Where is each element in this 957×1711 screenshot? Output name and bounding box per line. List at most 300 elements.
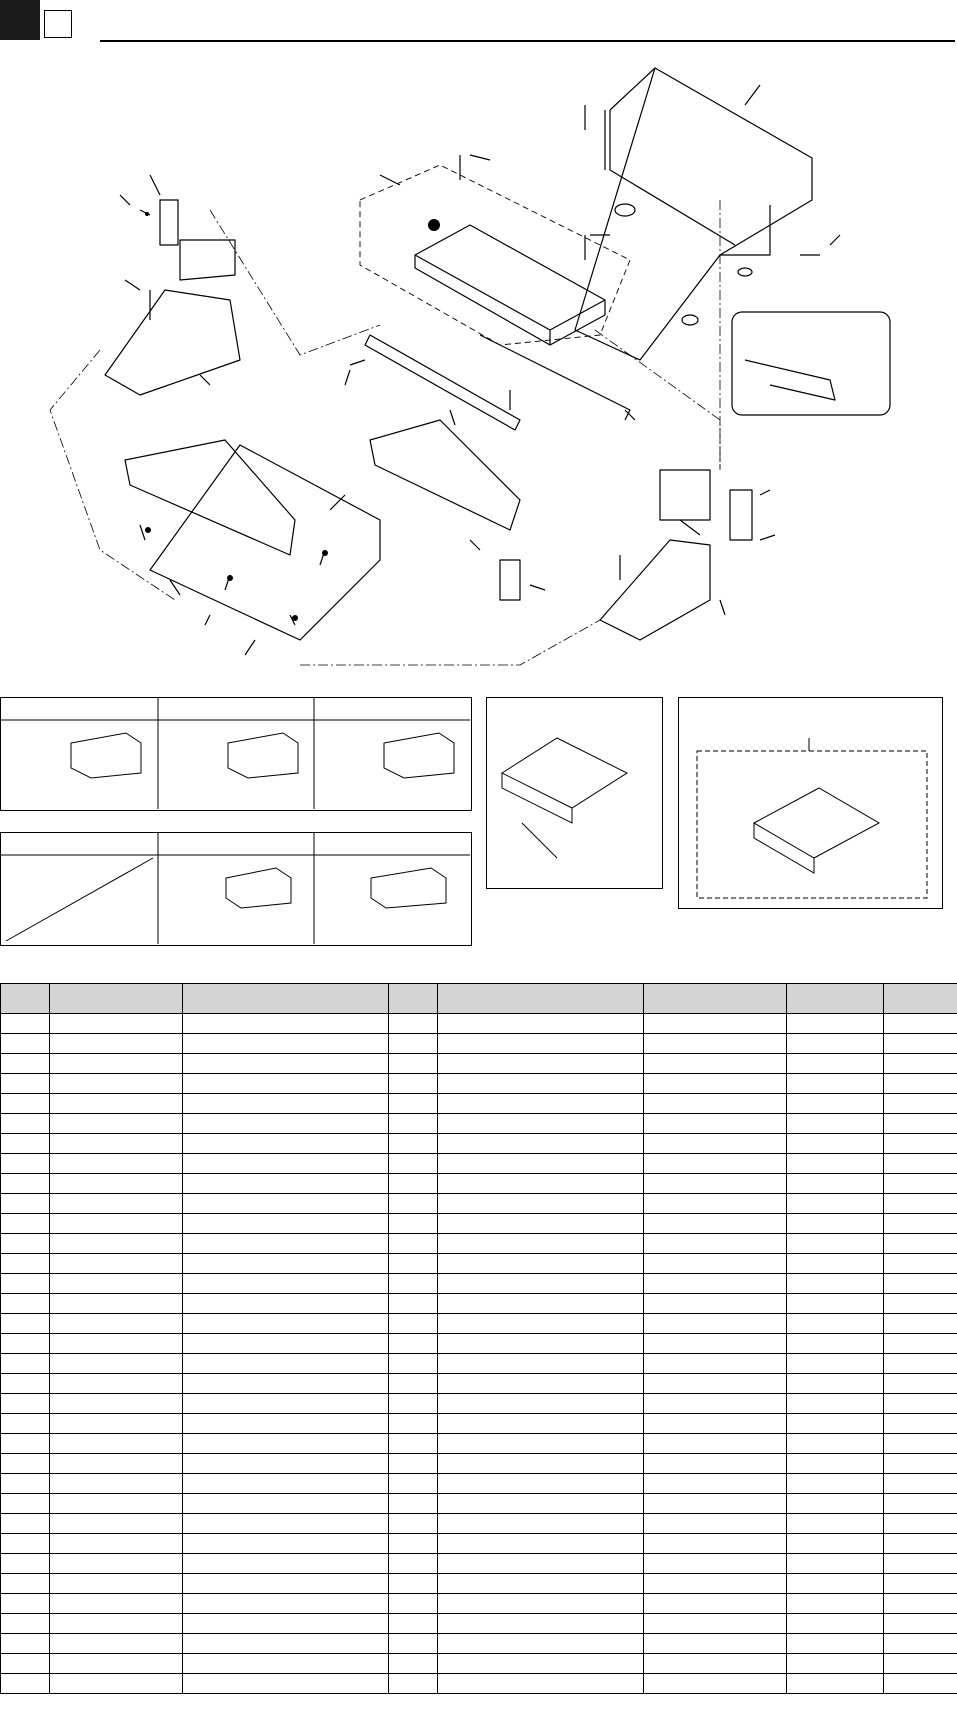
header-cell <box>438 984 644 1014</box>
table-cell <box>1 1214 50 1234</box>
table-cell <box>884 1374 957 1394</box>
table-row <box>1 1094 957 1114</box>
table-cell <box>1 1634 50 1654</box>
table-cell <box>787 1474 884 1494</box>
table-cell <box>50 1374 183 1394</box>
table-cell <box>644 1394 787 1414</box>
table-cell <box>50 1094 183 1114</box>
table-cell <box>50 1254 183 1274</box>
table-cell <box>438 1574 644 1594</box>
table-cell <box>644 1034 787 1054</box>
table-cell <box>183 1354 389 1374</box>
table-cell <box>884 1614 957 1634</box>
table-cell <box>183 1634 389 1654</box>
table-cell <box>884 1354 957 1374</box>
table-cell <box>183 1234 389 1254</box>
table-cell <box>884 1234 957 1254</box>
table-cell <box>884 1034 957 1054</box>
table-cell <box>644 1374 787 1394</box>
table-cell <box>1 1674 50 1694</box>
table-cell <box>1 1194 50 1214</box>
table-cell <box>183 1314 389 1334</box>
table-cell <box>50 1614 183 1634</box>
table-cell <box>1 1414 50 1434</box>
table-cell <box>644 1574 787 1594</box>
table-cell <box>389 1334 438 1354</box>
table-cell <box>644 1194 787 1214</box>
table-cell <box>1 1034 50 1054</box>
table-cell <box>50 1594 183 1614</box>
table-cell <box>787 1454 884 1474</box>
table-cell <box>389 1354 438 1374</box>
table-row <box>1 1054 957 1074</box>
table-cell <box>884 1054 957 1074</box>
table-cell <box>884 1174 957 1194</box>
table-cell <box>644 1074 787 1094</box>
table-cell <box>787 1534 884 1554</box>
table-cell <box>389 1134 438 1154</box>
table-cell <box>183 1434 389 1454</box>
table-cell <box>884 1154 957 1174</box>
table-row <box>1 1374 957 1394</box>
table-row <box>1 1154 957 1174</box>
table-cell <box>1 1574 50 1594</box>
header-cell <box>787 984 884 1014</box>
table-cell <box>183 1474 389 1494</box>
table-cell <box>389 1094 438 1114</box>
table-cell <box>787 1054 884 1074</box>
table-cell <box>50 1274 183 1294</box>
table-cell <box>389 1474 438 1494</box>
header-cell <box>1 984 50 1014</box>
table-cell <box>787 1654 884 1674</box>
parts-table-header-row <box>1 984 957 1014</box>
table-cell <box>50 1514 183 1534</box>
table-cell <box>884 1074 957 1094</box>
table-cell <box>438 1594 644 1614</box>
table-cell <box>183 1334 389 1354</box>
table-cell <box>438 1234 644 1254</box>
exploded-view-diagram <box>0 50 957 675</box>
table-cell <box>787 1314 884 1334</box>
table-cell <box>787 1214 884 1234</box>
table-cell <box>1 1234 50 1254</box>
table-cell <box>1 1594 50 1614</box>
table-cell <box>644 1454 787 1474</box>
table-cell <box>438 1034 644 1054</box>
table-cell <box>183 1174 389 1194</box>
table-cell <box>438 1554 644 1574</box>
table-cell <box>1 1374 50 1394</box>
table-cell <box>787 1094 884 1114</box>
table-cell <box>50 1474 183 1494</box>
table-cell <box>438 1534 644 1554</box>
table-cell <box>787 1034 884 1054</box>
table-cell <box>787 1614 884 1634</box>
table-cell <box>438 1314 644 1334</box>
table-cell <box>50 1154 183 1174</box>
table-row <box>1 1294 957 1314</box>
table-cell <box>50 1294 183 1314</box>
table-cell <box>787 1514 884 1534</box>
table-cell <box>787 1494 884 1514</box>
table-cell <box>50 1354 183 1374</box>
table-cell <box>644 1014 787 1034</box>
table-cell <box>1 1114 50 1134</box>
table-cell <box>1 1654 50 1674</box>
table-cell <box>50 1194 183 1214</box>
table-cell <box>183 1114 389 1134</box>
table-row <box>1 1174 957 1194</box>
table-cell <box>183 1214 389 1234</box>
table-cell <box>389 1454 438 1474</box>
table-cell <box>644 1534 787 1554</box>
table-cell <box>438 1634 644 1654</box>
table-cell <box>644 1254 787 1274</box>
table-cell <box>438 1054 644 1074</box>
table-row <box>1 1234 957 1254</box>
table-cell <box>884 1194 957 1214</box>
table-cell <box>389 1234 438 1254</box>
table-cell <box>884 1094 957 1114</box>
table-cell <box>389 1674 438 1694</box>
table-cell <box>644 1134 787 1154</box>
table-cell <box>50 1134 183 1154</box>
table-cell <box>787 1354 884 1374</box>
table-cell <box>389 1314 438 1334</box>
header-cell <box>884 984 957 1014</box>
table-row <box>1 1614 957 1634</box>
table-cell <box>183 1574 389 1594</box>
table-row <box>1 1134 957 1154</box>
table-row <box>1 1034 957 1054</box>
table-cell <box>438 1654 644 1674</box>
table-cell <box>1 1054 50 1074</box>
table-cell <box>644 1234 787 1254</box>
table-cell <box>787 1154 884 1174</box>
table-cell <box>787 1434 884 1454</box>
table-cell <box>1 1534 50 1554</box>
table-cell <box>50 1434 183 1454</box>
table-cell <box>183 1394 389 1414</box>
table-cell <box>50 1534 183 1554</box>
table-cell <box>438 1194 644 1214</box>
table-cell <box>183 1014 389 1034</box>
header-cell <box>389 984 438 1014</box>
table-row <box>1 1214 957 1234</box>
table-cell <box>644 1114 787 1134</box>
table-cell <box>787 1574 884 1594</box>
table-cell <box>787 1414 884 1434</box>
table-cell <box>1 1354 50 1374</box>
table-cell <box>1 1614 50 1634</box>
table-cell <box>389 1574 438 1594</box>
table-cell <box>50 1654 183 1674</box>
table-cell <box>787 1674 884 1694</box>
table-cell <box>884 1534 957 1554</box>
table-row <box>1 1334 957 1354</box>
table-cell <box>389 1254 438 1274</box>
table-cell <box>50 1234 183 1254</box>
table-cell <box>884 1514 957 1534</box>
table-cell <box>438 1614 644 1634</box>
table-cell <box>389 1614 438 1634</box>
table-cell <box>389 1214 438 1234</box>
table-cell <box>389 1434 438 1454</box>
table-cell <box>183 1154 389 1174</box>
table-cell <box>884 1674 957 1694</box>
detail-panel-right <box>678 697 943 909</box>
table-cell <box>50 1414 183 1434</box>
table-cell <box>787 1594 884 1614</box>
table-cell <box>389 1114 438 1134</box>
table-cell <box>438 1494 644 1514</box>
table-cell <box>1 1014 50 1034</box>
table-cell <box>1 1294 50 1314</box>
table-cell <box>438 1114 644 1134</box>
table-cell <box>183 1074 389 1094</box>
table-row <box>1 1514 957 1534</box>
table-row <box>1 1014 957 1034</box>
table-cell <box>438 1094 644 1114</box>
table-cell <box>787 1554 884 1574</box>
table-row <box>1 1574 957 1594</box>
table-cell <box>389 1074 438 1094</box>
table-cell <box>183 1414 389 1434</box>
table-cell <box>438 1254 644 1274</box>
table-cell <box>438 1354 644 1374</box>
table-row <box>1 1314 957 1334</box>
table-row <box>1 1594 957 1614</box>
table-cell <box>438 1674 644 1694</box>
table-cell <box>1 1314 50 1334</box>
table-cell <box>787 1274 884 1294</box>
table-cell <box>438 1134 644 1154</box>
table-cell <box>644 1214 787 1234</box>
table-cell <box>183 1454 389 1474</box>
table-cell <box>183 1594 389 1614</box>
table-cell <box>50 1674 183 1694</box>
table-cell <box>644 1274 787 1294</box>
table-cell <box>884 1474 957 1494</box>
table-cell <box>884 1634 957 1654</box>
table-cell <box>389 1294 438 1314</box>
table-cell <box>438 1474 644 1494</box>
table-cell <box>183 1614 389 1634</box>
table-cell <box>438 1174 644 1194</box>
table-cell <box>1 1554 50 1574</box>
table-row <box>1 1074 957 1094</box>
table-cell <box>787 1294 884 1314</box>
table-cell <box>183 1094 389 1114</box>
table-cell <box>183 1554 389 1574</box>
table-row <box>1 1254 957 1274</box>
table-row <box>1 1274 957 1294</box>
table-cell <box>183 1674 389 1694</box>
table-cell <box>1 1334 50 1354</box>
table-cell <box>1 1254 50 1274</box>
table-cell <box>389 1374 438 1394</box>
table-cell <box>884 1394 957 1414</box>
table-cell <box>884 1414 957 1434</box>
table-row <box>1 1114 957 1134</box>
table-cell <box>438 1214 644 1234</box>
table-cell <box>884 1334 957 1354</box>
table-cell <box>1 1074 50 1094</box>
header-rule <box>100 40 955 42</box>
header-cell <box>50 984 183 1014</box>
table-cell <box>183 1034 389 1054</box>
table-cell <box>438 1334 644 1354</box>
table-cell <box>183 1494 389 1514</box>
table-cell <box>389 1154 438 1174</box>
table-cell <box>183 1134 389 1154</box>
table-cell <box>787 1334 884 1354</box>
table-row <box>1 1494 957 1514</box>
table-cell <box>438 1374 644 1394</box>
header-cell <box>644 984 787 1014</box>
table-cell <box>389 1554 438 1574</box>
table-cell <box>644 1634 787 1654</box>
table-cell <box>1 1474 50 1494</box>
table-cell <box>884 1134 957 1154</box>
table-cell <box>1 1134 50 1154</box>
table-row <box>1 1354 957 1374</box>
table-cell <box>884 1434 957 1454</box>
table-cell <box>438 1434 644 1454</box>
table-cell <box>438 1274 644 1294</box>
table-cell <box>1 1154 50 1174</box>
table-cell <box>389 1534 438 1554</box>
table-cell <box>644 1514 787 1534</box>
table-cell <box>884 1294 957 1314</box>
table-cell <box>644 1094 787 1114</box>
table-cell <box>884 1454 957 1474</box>
table-cell <box>787 1014 884 1034</box>
table-cell <box>884 1574 957 1594</box>
table-cell <box>1 1434 50 1454</box>
table-cell <box>50 1034 183 1054</box>
table-cell <box>438 1154 644 1174</box>
table-cell <box>884 1014 957 1034</box>
table-cell <box>438 1514 644 1534</box>
table-cell <box>438 1014 644 1034</box>
table-row <box>1 1534 957 1554</box>
header-cell <box>183 984 389 1014</box>
table-cell <box>438 1394 644 1414</box>
parts-table <box>0 983 957 1694</box>
table-cell <box>50 1454 183 1474</box>
table-cell <box>884 1314 957 1334</box>
table-cell <box>183 1654 389 1674</box>
table-cell <box>389 1414 438 1434</box>
table-cell <box>787 1194 884 1214</box>
table-cell <box>438 1294 644 1314</box>
table-cell <box>389 1394 438 1414</box>
table-cell <box>50 1014 183 1034</box>
table-cell <box>644 1054 787 1074</box>
table-cell <box>644 1354 787 1374</box>
table-cell <box>1 1174 50 1194</box>
table-cell <box>644 1614 787 1634</box>
table-row <box>1 1654 957 1674</box>
table-cell <box>183 1374 389 1394</box>
table-cell <box>1 1094 50 1114</box>
table-cell <box>389 1274 438 1294</box>
table-cell <box>787 1394 884 1414</box>
table-cell <box>884 1114 957 1134</box>
table-cell <box>389 1014 438 1034</box>
table-cell <box>389 1654 438 1674</box>
table-cell <box>644 1434 787 1454</box>
table-row <box>1 1194 957 1214</box>
table-cell <box>50 1214 183 1234</box>
variant-table-1 <box>0 697 472 811</box>
table-cell <box>884 1214 957 1234</box>
table-cell <box>183 1254 389 1274</box>
section-tab-box <box>44 10 72 38</box>
variant-table-2 <box>0 832 472 946</box>
table-cell <box>644 1414 787 1434</box>
table-cell <box>884 1274 957 1294</box>
table-cell <box>644 1334 787 1354</box>
table-cell <box>50 1314 183 1334</box>
table-cell <box>787 1634 884 1654</box>
table-cell <box>50 1074 183 1094</box>
table-cell <box>389 1034 438 1054</box>
table-cell <box>1 1494 50 1514</box>
table-cell <box>644 1474 787 1494</box>
table-cell <box>644 1294 787 1314</box>
table-cell <box>644 1674 787 1694</box>
table-cell <box>644 1314 787 1334</box>
table-cell <box>389 1634 438 1654</box>
table-cell <box>183 1534 389 1554</box>
table-row <box>1 1634 957 1654</box>
table-cell <box>787 1374 884 1394</box>
table-row <box>1 1554 957 1574</box>
table-cell <box>1 1394 50 1414</box>
table-cell <box>644 1174 787 1194</box>
table-cell <box>389 1054 438 1074</box>
table-cell <box>50 1394 183 1414</box>
table-row <box>1 1454 957 1474</box>
table-cell <box>183 1514 389 1534</box>
table-cell <box>787 1114 884 1134</box>
table-cell <box>389 1594 438 1614</box>
table-cell <box>1 1274 50 1294</box>
table-cell <box>884 1494 957 1514</box>
table-cell <box>389 1174 438 1194</box>
section-tab-black <box>0 0 40 40</box>
table-cell <box>884 1594 957 1614</box>
table-cell <box>884 1554 957 1574</box>
table-cell <box>787 1074 884 1094</box>
table-cell <box>787 1254 884 1274</box>
table-cell <box>884 1254 957 1274</box>
table-cell <box>1 1514 50 1534</box>
table-row <box>1 1434 957 1454</box>
table-cell <box>183 1294 389 1314</box>
table-cell <box>644 1154 787 1174</box>
table-cell <box>787 1174 884 1194</box>
table-cell <box>644 1594 787 1614</box>
table-cell <box>644 1494 787 1514</box>
table-cell <box>438 1414 644 1434</box>
table-cell <box>787 1134 884 1154</box>
table-cell <box>50 1554 183 1574</box>
table-cell <box>50 1574 183 1594</box>
